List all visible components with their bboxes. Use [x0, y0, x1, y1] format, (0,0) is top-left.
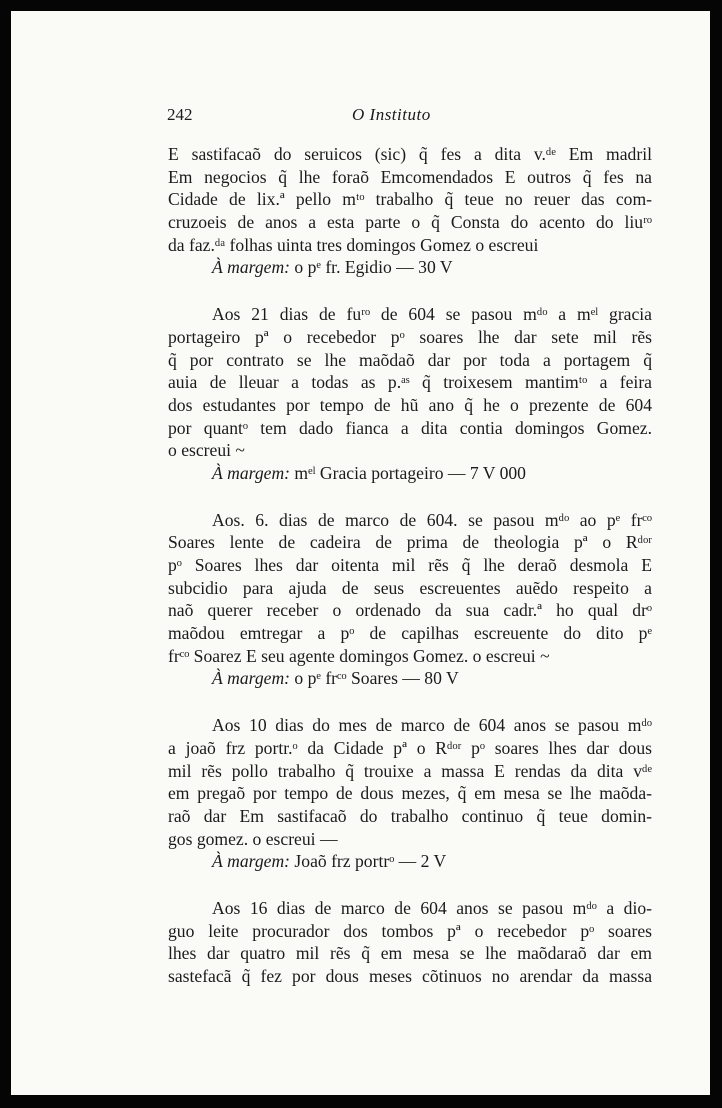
margin-note	[168, 462, 652, 485]
margin-label: À margem:	[212, 462, 291, 483]
paragraph	[168, 143, 652, 279]
margin-text: mᵉˡ Gracia portageiro — 7 V 000	[294, 462, 526, 483]
text-line: mil rẽs pollo trabalho q̃ trouixe a massa E rendas da dita vᵈᵉ	[168, 760, 652, 781]
text-line: maõdou emtregar a pᵒ de capilhas escreuente do dito pᵉ	[168, 623, 652, 644]
running-title: O Instituto	[352, 105, 431, 124]
text-line: gos gomez. o escreui —	[168, 828, 338, 849]
text-line: Aos 21 dias de fuʳᵒ de 604 se pasou mᵈᵒ a mᵉˡ gracia	[212, 304, 652, 325]
margin-note	[168, 850, 652, 873]
text-line: dos estudantes por tempo de hũ ano q̃ he o prezente de 604	[168, 394, 652, 415]
text-line: em pregaõ por tempo de dous mezes, q̃ em mesa se lhe maõda-	[168, 783, 652, 804]
margin-text: o pᵉ frᶜᵒ Soares — 80 V	[294, 668, 459, 689]
text-line: pᵒ Soares lhes dar oitenta mil rẽs q̃ lhe deraõ desmola E	[168, 555, 652, 575]
text-line: cruzoeis de anos a esta parte o q̃ Consta do acento do liuʳᵒ	[168, 212, 652, 233]
text-line: auia de lleuar a todas as p.ᵃˢ q̃ troixesem mantimᵗᵒ a feira	[168, 372, 652, 393]
text-line: lhes dar quatro mil rẽs q̃ em mesa se lhe maõdaraõ dar em	[168, 943, 652, 964]
text-line: da faz.ᵈᵃ folhas uinta tres domingos Gomez o escreui	[168, 234, 539, 255]
margin-label: À margem:	[212, 668, 291, 689]
paragraph	[168, 509, 652, 691]
text-line: portageiro pª o recebedor pᵒ soares lhe dar sete mil rẽs	[168, 326, 652, 347]
text-line: o escreui ~	[168, 440, 245, 461]
text-line: frᶜᵒ Soarez E seu agente domingos Gomez. o escreui ~	[168, 645, 550, 666]
page-sheet	[11, 11, 710, 1095]
text-line: raõ dar Em sastifacaõ do trabalho continuo q̃ teue domin-	[168, 805, 652, 826]
text-line: sastefacã q̃ fez por dous meses cõtinuos no arendar da massa	[168, 966, 652, 986]
text-line: guo leite procurador dos tombos pª o recebedor pᵒ soares	[168, 920, 652, 941]
text-line: Aos. 6. dias de marco de 604. se pasou mᵈᵒ ao pᵉ frᶜᵒ	[212, 509, 652, 530]
paragraph	[168, 897, 652, 988]
text-line: Aos 16 dias de marco de 604 anos se pasou mᵈᵒ a dio-	[212, 897, 652, 918]
text-line: E sastifacaõ do seruicos (sic) q̃ fes a dita v.ᵈᵉ Em madril	[168, 144, 652, 164]
margin-text: Joaõ frz portrᵒ — 2 V	[294, 851, 447, 872]
margin-text: o pᵉ fr. Egidio — 30 V	[294, 257, 453, 278]
text-line: Aos 10 dias do mes de marco de 604 anos se pasou mᵈᵒ	[212, 715, 652, 736]
text-line: Soares lente de cadeira de prima de theologia pª o Rᵈᵒʳ	[168, 532, 652, 553]
page-header	[167, 105, 527, 127]
margin-label: À margem:	[212, 851, 291, 872]
text-line: a joaõ frz portr.ᵒ da Cidade pª o Rᵈᵒʳ pᵒ soares lhes dar dous	[168, 737, 652, 758]
margin-note	[168, 667, 652, 690]
text-line: Em negocios q̃ lhe foraõ Emcomendados E outros q̃ fes na	[168, 166, 652, 187]
text-line: por quantᵒ tem dado fianca a dita contia domingos Gomez.	[168, 417, 652, 438]
paragraph	[168, 303, 652, 485]
body-text	[168, 143, 652, 988]
margin-label: À margem:	[212, 257, 291, 278]
text-line: naõ querer receber o ordenado da sua cadr.ª ho qual drᵒ	[168, 600, 652, 621]
margin-note	[168, 256, 652, 279]
paragraph	[168, 714, 652, 873]
text-line: Cidade de lix.ª pello mᵗᵒ trabalho q̃ teue no reuer das com-	[168, 189, 652, 210]
page-number: 242	[167, 105, 193, 124]
text-line: q̃ por contrato se lhe maõdaõ dar por toda a portagem q̃	[168, 349, 652, 370]
text-line: subcidio para ajuda de seus escreuentes auẽdo respeito a	[168, 577, 652, 598]
